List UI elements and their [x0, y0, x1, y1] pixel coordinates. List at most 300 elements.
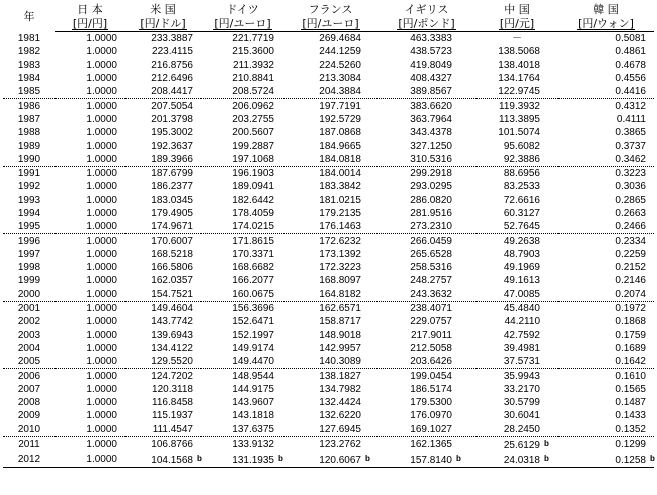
rate-value: 0.4111	[616, 113, 646, 125]
value-cell	[284, 139, 377, 152]
rate-value: 186.5174	[410, 383, 452, 395]
value-cell: 25.6129 b	[503, 438, 549, 451]
value-cell	[558, 85, 654, 99]
rate-value: 187.0868	[319, 127, 361, 139]
rate-value: 144.9175	[232, 383, 274, 395]
value-cell	[125, 85, 201, 99]
value-cell	[558, 234, 654, 248]
table-row	[3, 45, 654, 58]
value-cell	[377, 32, 476, 46]
rate-value: 0.2466	[615, 221, 646, 233]
value-cell: 24.0318 b	[476, 452, 558, 468]
value-cell	[377, 396, 476, 409]
rate-value: 0.1299	[615, 438, 646, 450]
rate-value: 199.0454	[410, 370, 452, 382]
rate-value: 233.3887	[151, 33, 193, 45]
rate-value: 217.9011	[411, 329, 452, 341]
rate-value: 183.0345	[151, 194, 193, 206]
value-cell	[476, 342, 558, 355]
rate-value: 124.7202	[151, 370, 193, 382]
value-cell	[201, 409, 284, 422]
table-row	[3, 220, 654, 234]
value-cell	[476, 220, 558, 234]
value-cell	[476, 261, 558, 274]
value-cell	[558, 301, 654, 315]
value-cell	[284, 180, 377, 193]
value-cell	[125, 248, 201, 261]
rate-value: 0.3223	[615, 168, 646, 180]
rate-value: 206.0962	[232, 100, 274, 112]
rate-value: 1.0000	[86, 73, 117, 85]
value-cell	[125, 234, 201, 248]
value-cell	[55, 180, 125, 193]
table-row	[3, 85, 654, 99]
value-cell	[476, 113, 558, 126]
rate-value: 106.8766	[151, 438, 193, 450]
value-cell	[476, 329, 558, 342]
value-cell	[377, 315, 476, 328]
rate-value: 127.6945	[319, 423, 361, 435]
rate-value: 179.5300	[410, 397, 452, 409]
rate-value: 137.6375	[232, 423, 274, 435]
value-cell: 157.8140 b	[377, 452, 476, 468]
rate-value: 265.6528	[410, 248, 452, 260]
rate-value: 327.1250	[410, 140, 452, 152]
value-cell	[284, 409, 377, 422]
rate-value: 1.0000	[86, 33, 117, 45]
rate-value: 463.3383	[410, 33, 452, 45]
table-row	[3, 59, 654, 72]
value-cell	[377, 288, 476, 302]
value-cell	[125, 301, 201, 315]
rate-value: 170.3371	[232, 248, 274, 260]
rate-value: 24.0318	[503, 454, 540, 466]
year-cell: 1988	[17, 127, 41, 139]
rate-value: 0.1487	[615, 397, 646, 409]
rate-value: 181.0215	[319, 194, 361, 206]
value-cell	[377, 45, 476, 58]
rate-value: 122.9745	[498, 86, 540, 98]
value-cell	[201, 85, 284, 99]
rate-value: 134.7982	[319, 383, 361, 395]
value-cell	[55, 288, 125, 302]
value-cell: 0.1258 b	[558, 452, 654, 468]
rate-value: 1.0000	[86, 113, 117, 125]
rate-value: 140.3089	[319, 356, 361, 368]
column-unit-uk	[377, 17, 476, 32]
rate-value: 132.4424	[319, 397, 361, 409]
rate-value: 111.4547	[152, 423, 193, 435]
unit-label: [円/ドル]	[140, 17, 186, 30]
value-cell	[284, 274, 377, 287]
value-cell	[558, 194, 654, 207]
value-cell	[377, 113, 476, 126]
value-cell	[55, 99, 125, 113]
value-cell	[201, 329, 284, 342]
rate-value: 0.1689	[615, 342, 646, 354]
rate-value: 243.3632	[410, 288, 452, 300]
rate-value: 166.2077	[232, 275, 274, 287]
value-cell	[476, 383, 558, 396]
value-cell	[201, 396, 284, 409]
value-cell	[558, 329, 654, 342]
rate-value: 1.0000	[86, 59, 117, 71]
table-row	[3, 194, 654, 207]
value-cell	[476, 301, 558, 315]
value-cell	[558, 207, 654, 220]
rate-value: 212.5058	[410, 342, 452, 354]
column-unit-korea	[558, 17, 654, 32]
value-cell	[55, 248, 125, 261]
rate-value: 39.4981	[503, 342, 540, 354]
table-row	[3, 452, 654, 468]
value-cell	[284, 113, 377, 126]
rate-value: 0.1759	[615, 329, 646, 341]
rate-value: 1.0000	[86, 288, 117, 300]
value-cell	[558, 99, 654, 113]
rate-value: 166.5806	[151, 262, 193, 274]
rate-value: 101.5074	[498, 127, 540, 139]
value-cell	[284, 383, 377, 396]
rate-value: 104.1568	[151, 454, 193, 466]
value-cell	[55, 369, 125, 383]
column-name-japan: 日 本	[77, 3, 103, 16]
table-header	[3, 3, 654, 32]
rate-value: 95.6082	[503, 140, 540, 152]
unit-label: [円/円]	[72, 17, 108, 30]
value-cell	[125, 180, 201, 193]
table-row	[3, 248, 654, 261]
rate-value: 182.6442	[232, 194, 274, 206]
value-cell	[558, 59, 654, 72]
rate-value: 115.1937	[152, 410, 193, 422]
year-cell: 1995	[3, 220, 55, 234]
rate-value: 363.7964	[410, 113, 452, 125]
rate-value: 1.0000	[86, 303, 117, 315]
value-cell	[377, 194, 476, 207]
value-cell	[284, 261, 377, 274]
value-cell	[55, 153, 125, 167]
value-cell	[55, 383, 125, 396]
rate-value: 208.5724	[232, 86, 274, 98]
rate-value: 168.5218	[151, 248, 193, 260]
rate-value: 0.1258	[615, 454, 646, 466]
rate-value: 1.0000	[86, 370, 117, 382]
value-cell	[125, 355, 201, 369]
value-cell	[55, 234, 125, 248]
value-cell	[558, 274, 654, 287]
value-cell	[55, 166, 125, 180]
rate-value: 157.8140	[410, 454, 452, 466]
rate-value: 131.1935	[232, 454, 274, 466]
year-cell: 2002	[17, 316, 41, 328]
rate-value: 221.7719	[232, 33, 274, 45]
value-cell	[125, 99, 201, 113]
rate-value: 299.2918	[410, 168, 452, 180]
rate-value: 139.6943	[151, 329, 193, 341]
value-cell	[55, 45, 125, 58]
year-cell: 1985	[3, 85, 55, 99]
rate-value: 174.9671	[151, 221, 193, 233]
value-cell	[201, 342, 284, 355]
value-cell	[284, 301, 377, 315]
table-row	[3, 288, 654, 302]
table-row	[3, 261, 654, 274]
rate-value: 42.7592	[503, 329, 540, 341]
rate-value: 48.7903	[503, 248, 540, 260]
rate-value: 132.6220	[319, 410, 361, 422]
column-name-korea: 韓 国	[593, 3, 619, 16]
value-cell	[125, 383, 201, 396]
value-cell	[558, 315, 654, 328]
rate-value: 192.3637	[151, 140, 193, 152]
rate-value: 183.3842	[319, 181, 361, 193]
rate-value: 187.6799	[151, 168, 193, 180]
value-cell	[476, 59, 558, 72]
value-cell	[125, 220, 201, 234]
column-name-germany: ドイツ	[226, 3, 259, 16]
value-cell	[476, 355, 558, 369]
rate-value: 88.6956	[503, 168, 540, 180]
value-cell	[476, 369, 558, 383]
year-cell: 2001	[17, 303, 41, 315]
value-cell	[55, 85, 125, 99]
year-header: 年	[23, 10, 35, 24]
rate-value: 212.6496	[151, 73, 193, 85]
rate-value: 83.2533	[503, 181, 540, 193]
rate-value: 116.8458	[152, 397, 193, 409]
value-cell	[558, 383, 654, 396]
table-row	[3, 396, 654, 409]
rate-value: 1.0000	[86, 423, 117, 435]
rate-value: －	[512, 33, 522, 45]
unit-label: [円/ポンド]	[398, 17, 455, 30]
rate-value: 0.2146	[615, 275, 646, 287]
rate-value: 1.0000	[86, 397, 117, 409]
rate-value: 383.6620	[410, 100, 452, 112]
value-cell	[558, 153, 654, 167]
rate-value: 170.6007	[151, 235, 193, 247]
value-cell	[284, 423, 377, 437]
value-cell	[55, 220, 125, 234]
rate-value: 179.4905	[151, 208, 193, 219]
value-cell	[377, 126, 476, 139]
value-cell	[476, 85, 558, 99]
rate-value: 176.1463	[319, 221, 361, 233]
value-cell	[476, 396, 558, 409]
rate-value: 0.1565	[615, 383, 646, 395]
value-cell	[55, 355, 125, 369]
rate-value: 238.4071	[410, 303, 452, 315]
rate-value: 1.0000	[86, 86, 117, 98]
value-cell	[201, 45, 284, 58]
rate-value: 184.0818	[319, 153, 361, 165]
value-cell	[558, 409, 654, 422]
value-cell	[55, 32, 125, 46]
unit-label: [円/ウォン]	[578, 17, 634, 30]
rate-value: 148.9544	[232, 370, 274, 382]
value-cell	[201, 113, 284, 126]
value-cell	[558, 248, 654, 261]
rate-value: 248.2757	[410, 275, 452, 287]
value-cell	[284, 126, 377, 139]
rate-value: 149.4470	[232, 356, 274, 368]
rate-value: 0.4556	[615, 73, 646, 85]
value-cell	[377, 59, 476, 72]
value-cell	[125, 45, 201, 58]
value-cell	[377, 383, 476, 396]
rate-value: 49.2638	[503, 235, 540, 247]
table-row	[3, 315, 654, 328]
value-cell	[201, 369, 284, 383]
year-cell: 2011	[18, 438, 40, 450]
rate-value: 0.2663	[615, 208, 646, 219]
value-cell	[201, 180, 284, 193]
value-cell	[377, 248, 476, 261]
year-cell: 1983	[17, 59, 41, 71]
value-cell	[558, 369, 654, 383]
value-cell	[558, 139, 654, 152]
value-cell	[558, 113, 654, 126]
rate-value: 169.1027	[410, 423, 452, 435]
value-cell	[284, 32, 377, 46]
table-row	[3, 139, 654, 152]
rate-value: 0.4416	[615, 86, 646, 98]
value-cell	[377, 274, 476, 287]
rate-value: 1.0000	[86, 140, 117, 152]
rate-value: 152.6471	[232, 316, 274, 328]
rate-value: 119.3932	[499, 100, 540, 112]
value-cell	[284, 369, 377, 383]
rate-value: 168.8097	[319, 275, 361, 287]
rate-value: 0.2865	[615, 194, 646, 206]
value-cell	[476, 274, 558, 287]
year-cell: 1992	[17, 181, 41, 193]
rate-value: 184.9665	[319, 140, 361, 152]
column-name-china: 中 国	[504, 3, 530, 16]
rate-value: 201.3798	[151, 113, 193, 125]
table-row	[3, 301, 654, 315]
value-cell	[125, 32, 201, 46]
value-cell: 131.1935 b	[201, 452, 284, 468]
rate-value: 164.8182	[319, 288, 361, 300]
value-cell	[284, 342, 377, 355]
value-cell	[55, 423, 125, 437]
value-cell	[476, 139, 558, 152]
value-cell	[55, 301, 125, 315]
table-row	[3, 207, 654, 220]
value-cell	[125, 423, 201, 437]
rate-value: 207.5054	[151, 100, 193, 112]
rate-value: 154.7521	[151, 288, 193, 300]
rate-value: 203.2755	[232, 113, 274, 125]
value-cell	[476, 72, 558, 85]
rate-value: 142.9957	[319, 342, 361, 354]
value-cell	[558, 126, 654, 139]
value-cell	[201, 261, 284, 274]
value-cell	[476, 99, 558, 113]
rate-value: 0.3462	[615, 153, 646, 165]
rate-value: 52.7645	[503, 221, 540, 233]
value-cell	[476, 207, 558, 220]
rate-value: 1.0000	[86, 235, 117, 247]
year-cell: 1987	[17, 113, 41, 125]
rate-value: 0.2074	[615, 288, 646, 300]
table-row	[3, 180, 654, 193]
value-cell	[476, 423, 558, 437]
table-row	[3, 369, 654, 383]
year-cell: 1997	[17, 248, 41, 260]
rate-value: 134.1764	[498, 73, 540, 85]
value-cell	[201, 72, 284, 85]
rate-value: 223.4115	[152, 46, 193, 58]
rate-value: 224.5260	[319, 59, 361, 71]
value-cell	[125, 72, 201, 85]
rate-value: 0.1972	[615, 303, 646, 315]
rate-value: 1.0000	[86, 275, 117, 287]
rate-value: 1.0000	[86, 329, 117, 341]
value-cell	[55, 342, 125, 355]
value-cell	[284, 45, 377, 58]
rate-value: 172.6232	[319, 235, 361, 247]
value-cell	[55, 274, 125, 287]
value-cell	[125, 194, 201, 207]
year-cell: 2006	[17, 370, 41, 382]
value-cell	[558, 32, 654, 46]
value-cell	[201, 301, 284, 315]
rate-value: 92.3886	[503, 153, 540, 165]
value-cell	[125, 409, 201, 422]
rate-value: 1.0000	[86, 383, 117, 395]
value-cell	[201, 126, 284, 139]
rate-value: 1.0000	[86, 127, 117, 139]
rate-value: 72.6616	[503, 194, 540, 206]
rate-value: 134.4122	[151, 342, 193, 354]
value-cell	[201, 436, 284, 452]
table-row	[3, 32, 654, 46]
rate-value: 389.8567	[410, 86, 452, 98]
value-cell	[55, 409, 125, 422]
rate-value: 120.6067	[319, 454, 361, 466]
value-cell	[201, 194, 284, 207]
rate-value: 1.0000	[86, 248, 117, 260]
rate-value: 244.1259	[319, 46, 361, 58]
rate-value: 30.6041	[503, 410, 540, 422]
rate-value: 176.0970	[410, 410, 452, 422]
rate-value: 1.0000	[86, 342, 117, 354]
rate-value: 192.5729	[319, 113, 361, 125]
rate-value: 0.3737	[615, 140, 646, 152]
year-cell: 1996	[17, 235, 41, 247]
value-cell	[201, 315, 284, 328]
rate-value: 123.2762	[319, 438, 361, 450]
value-cell	[125, 139, 201, 152]
value-cell	[377, 369, 476, 383]
rate-value: 210.8841	[232, 73, 274, 85]
value-cell	[284, 85, 377, 99]
rate-value: 162.6571	[319, 303, 361, 315]
rate-value: 138.1827	[319, 370, 361, 382]
rate-value: 266.0459	[410, 235, 452, 247]
value-cell	[201, 234, 284, 248]
year-cell: 2004	[17, 342, 41, 354]
rate-value: 1.0000	[86, 410, 117, 422]
rate-value: 1.0000	[86, 46, 117, 58]
value-cell	[284, 315, 377, 328]
table-row	[3, 166, 654, 180]
rate-value: 216.8756	[151, 59, 193, 71]
value-cell	[377, 355, 476, 369]
